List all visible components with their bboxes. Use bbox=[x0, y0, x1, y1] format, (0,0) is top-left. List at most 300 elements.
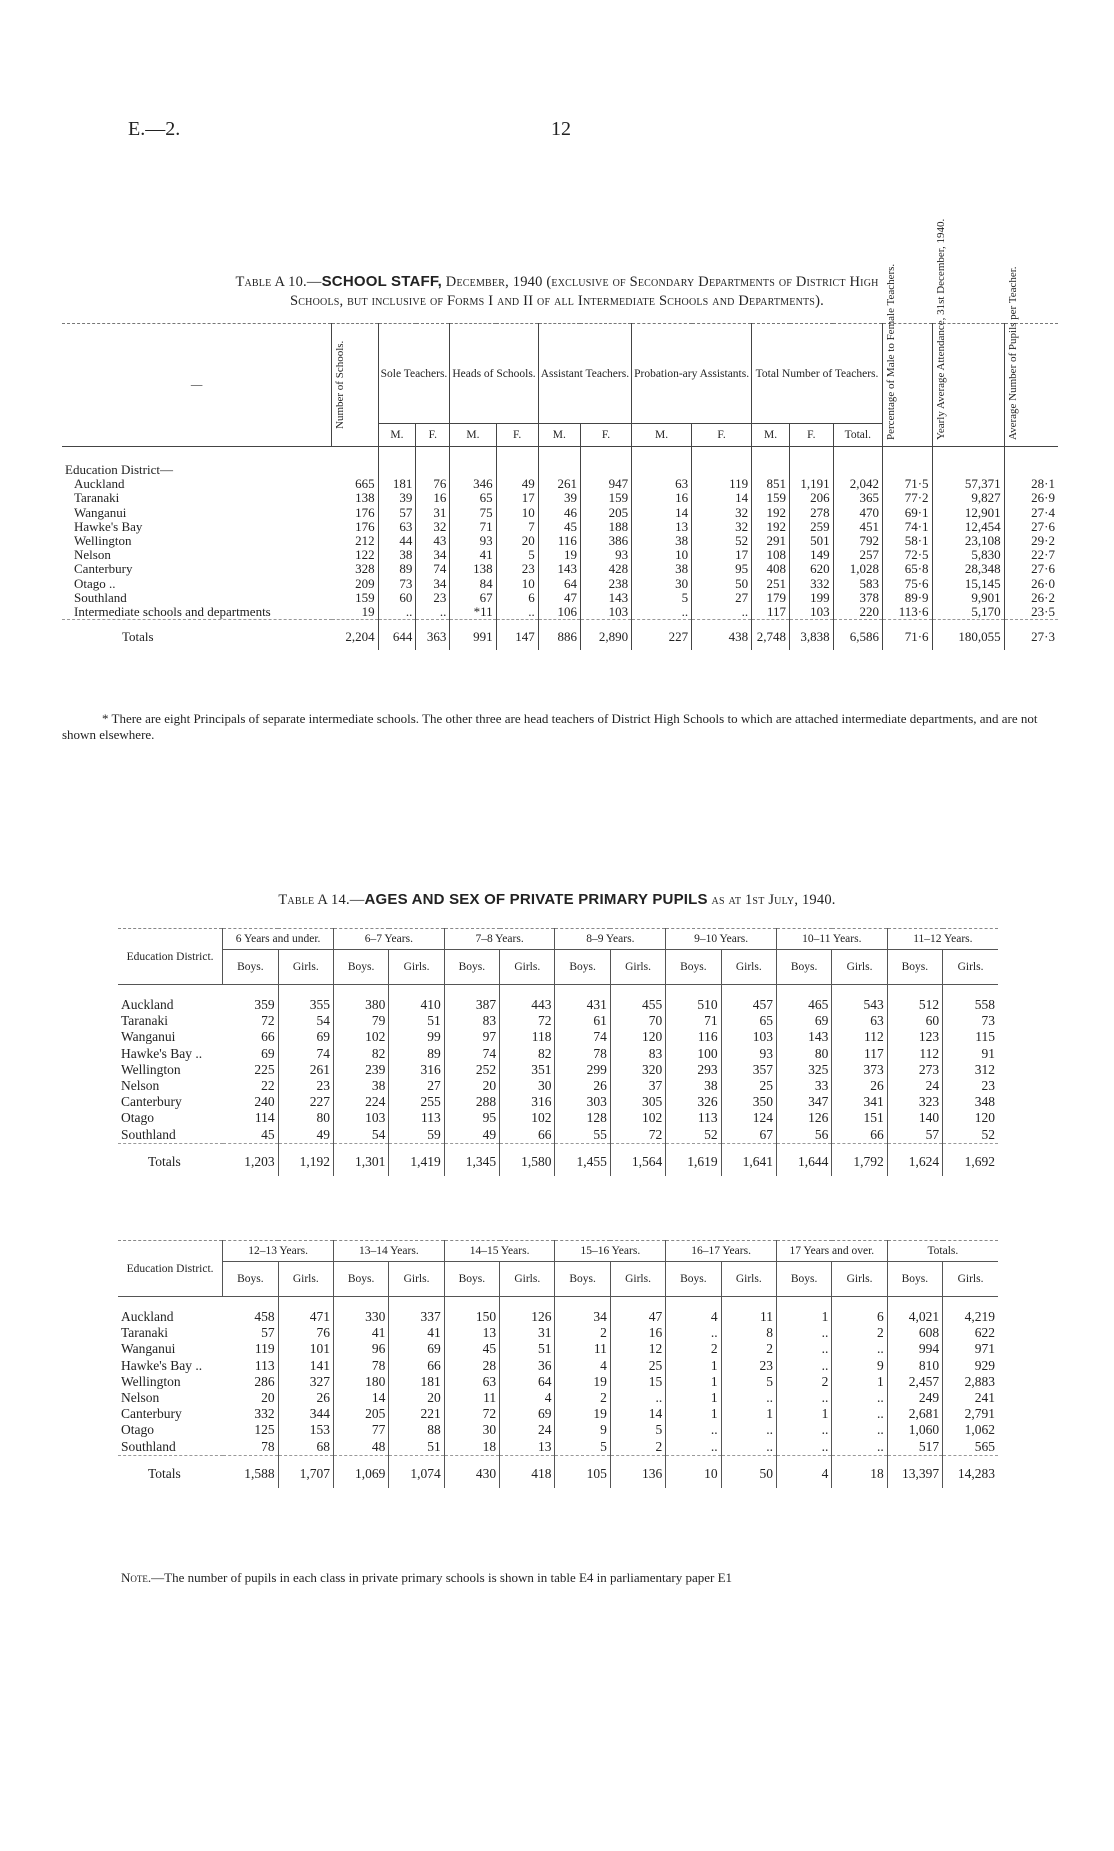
table-cell: 1 bbox=[776, 1297, 831, 1326]
table-cell: .. bbox=[832, 1406, 887, 1422]
table-cell: 57 bbox=[378, 506, 416, 520]
table-cell: 83 bbox=[444, 1013, 499, 1029]
table-cell: 455 bbox=[610, 985, 665, 1014]
table-cell: 386 bbox=[580, 534, 631, 548]
header-num-schools: Number of Schools. bbox=[332, 324, 378, 447]
row-label: Southland bbox=[121, 1126, 176, 1142]
page-header-code: E.—2. bbox=[128, 118, 181, 140]
table-row bbox=[62, 591, 1058, 605]
table-cell: 37 bbox=[610, 1078, 665, 1094]
table-cell: 443 bbox=[500, 985, 555, 1014]
row-label: Hawke's Bay bbox=[74, 518, 143, 534]
table-cell: 1 bbox=[832, 1374, 887, 1390]
table-cell: 303 bbox=[555, 1094, 610, 1110]
table-cell: 249 bbox=[887, 1390, 942, 1406]
table-cell: 257 bbox=[833, 548, 882, 562]
header-f: F. bbox=[416, 424, 450, 447]
table-cell: .. bbox=[776, 1341, 831, 1357]
table-cell: 387 bbox=[444, 985, 499, 1014]
table-cell: 205 bbox=[333, 1406, 388, 1422]
table-cell: 2 bbox=[666, 1341, 721, 1357]
table-cell: .. bbox=[666, 1325, 721, 1341]
table-cell: 26·9 bbox=[1031, 490, 1055, 506]
row-label: Southland bbox=[121, 1438, 176, 1454]
table-cell: 27·6 bbox=[1031, 561, 1055, 577]
table-cell: 6 bbox=[832, 1297, 887, 1326]
header-m: M. bbox=[538, 424, 580, 447]
row-label: Otago bbox=[121, 1422, 154, 1438]
table-cell: 57 bbox=[887, 1127, 942, 1144]
boys-header: Boys. bbox=[776, 1262, 831, 1297]
table-cell: 11 bbox=[444, 1390, 499, 1406]
table-row bbox=[118, 985, 998, 1014]
girls-header: Girls. bbox=[278, 950, 333, 985]
row-label: Wanganui bbox=[74, 504, 127, 520]
table-cell: 224 bbox=[333, 1094, 388, 1110]
table-cell: 138 bbox=[332, 491, 378, 505]
boys-header: Boys. bbox=[223, 1262, 278, 1297]
table-cell: 32 bbox=[692, 506, 752, 520]
table-cell: 1,028 bbox=[833, 562, 882, 576]
table-cell: 77·2 bbox=[882, 491, 932, 505]
table-cell: 24 bbox=[887, 1078, 942, 1094]
table-cell: 32 bbox=[416, 520, 450, 534]
boys-header: Boys. bbox=[223, 950, 278, 985]
table-cell: .. bbox=[666, 1422, 721, 1438]
table-cell: 1,345 bbox=[444, 1143, 499, 1176]
table-row bbox=[62, 506, 1058, 520]
table-cell: 49 bbox=[496, 477, 538, 491]
table-cell: .. bbox=[776, 1325, 831, 1341]
table-cell: 23,108 bbox=[932, 534, 1004, 548]
table-cell: 38 bbox=[378, 548, 416, 562]
table-cell: 58·1 bbox=[882, 534, 932, 548]
table-cell: 4 bbox=[500, 1390, 555, 1406]
header-f: F. bbox=[790, 424, 834, 447]
table-cell: 10 bbox=[666, 1455, 721, 1488]
table-cell: 117 bbox=[752, 605, 790, 620]
table-cell: 517 bbox=[887, 1439, 942, 1456]
table-cell: 1,060 bbox=[887, 1422, 942, 1438]
table-cell: 89·9 bbox=[882, 591, 932, 605]
table-cell: 69·1 bbox=[882, 506, 932, 520]
table-cell: .. bbox=[666, 1439, 721, 1456]
age-group-header: Totals. bbox=[887, 1241, 998, 1262]
header-row bbox=[118, 929, 998, 950]
table-cell: 83 bbox=[610, 1046, 665, 1062]
table-row bbox=[118, 1062, 998, 1078]
table-cell: 851 bbox=[752, 477, 790, 491]
row-label: Nelson bbox=[121, 1078, 160, 1094]
row-label: Wanganui bbox=[121, 1029, 176, 1045]
boys-header: Boys. bbox=[333, 1262, 388, 1297]
table-cell: 1,062 bbox=[964, 1422, 995, 1438]
table-cell: 410 bbox=[389, 985, 444, 1014]
table-cell: 32 bbox=[692, 520, 752, 534]
table-cell: 227 bbox=[278, 1094, 333, 1110]
table-cell: 159 bbox=[332, 591, 378, 605]
table-a14-title bbox=[52, 890, 1062, 910]
table-a14-note bbox=[121, 1570, 732, 1586]
row-label: Canterbury bbox=[74, 561, 133, 577]
table-cell: 136 bbox=[610, 1455, 665, 1488]
table-cell: 51 bbox=[500, 1341, 555, 1357]
table-cell: 2,042 bbox=[833, 477, 882, 491]
table-row bbox=[118, 1325, 998, 1341]
table-cell: 20 bbox=[444, 1078, 499, 1094]
table-cell: 261 bbox=[538, 477, 580, 491]
table-cell: 7 bbox=[496, 520, 538, 534]
table-cell: 325 bbox=[776, 1062, 831, 1078]
table-cell: 305 bbox=[610, 1094, 665, 1110]
table-cell: 72 bbox=[444, 1406, 499, 1422]
boys-header: Boys. bbox=[666, 1262, 721, 1297]
table-cell: 1,641 bbox=[721, 1143, 776, 1176]
age-group-header: 12–13 Years. bbox=[223, 1241, 334, 1262]
table-cell: 67 bbox=[450, 591, 496, 605]
table-cell: 26·0 bbox=[1031, 575, 1055, 591]
table-cell: 74·1 bbox=[882, 520, 932, 534]
table-cell: 116 bbox=[538, 534, 580, 548]
table-cell: 316 bbox=[389, 1062, 444, 1078]
table-cell: 273 bbox=[887, 1062, 942, 1078]
girls-header: Girls. bbox=[500, 950, 555, 985]
table-cell: 365 bbox=[833, 491, 882, 505]
table-cell: 212 bbox=[332, 534, 378, 548]
table-cell: 1,624 bbox=[887, 1143, 942, 1176]
table-cell: 61 bbox=[555, 1013, 610, 1029]
table-cell: 206 bbox=[790, 491, 834, 505]
table-cell: 2 bbox=[555, 1390, 610, 1406]
title-rest: as at 1st July, 1940. bbox=[707, 892, 836, 908]
table-cell: 76 bbox=[416, 477, 450, 491]
table-cell: 12,901 bbox=[932, 506, 1004, 520]
table-cell: 351 bbox=[500, 1062, 555, 1078]
table-cell: 418 bbox=[500, 1455, 555, 1488]
row-label: Canterbury bbox=[121, 1094, 182, 1110]
table-cell: 225 bbox=[223, 1062, 278, 1078]
table-cell: 26 bbox=[278, 1390, 333, 1406]
table-cell: 82 bbox=[500, 1046, 555, 1062]
row-label: Taranaki bbox=[121, 1013, 169, 1029]
table-cell: 31 bbox=[500, 1325, 555, 1341]
table-cell: 51 bbox=[389, 1439, 444, 1456]
table-cell: 192 bbox=[752, 506, 790, 520]
table-cell: 332 bbox=[223, 1406, 278, 1422]
table-cell: 24 bbox=[500, 1422, 555, 1438]
table-cell: 150 bbox=[444, 1297, 499, 1326]
district-header: Education District. bbox=[118, 929, 223, 985]
table-cell: 66 bbox=[832, 1127, 887, 1144]
table-cell: 69 bbox=[278, 1029, 333, 1045]
table-cell: 430 bbox=[444, 1455, 499, 1488]
table-cell: 102 bbox=[500, 1110, 555, 1126]
table-cell: 95 bbox=[444, 1110, 499, 1126]
table-cell: 16 bbox=[610, 1325, 665, 1341]
table-cell: 26·2 bbox=[1031, 589, 1055, 605]
table-cell: .. bbox=[776, 1422, 831, 1438]
table-row bbox=[118, 1406, 998, 1422]
table-cell: 55 bbox=[555, 1127, 610, 1144]
table-cell: 3,838 bbox=[790, 620, 834, 651]
table-cell: 347 bbox=[776, 1094, 831, 1110]
table-cell: 1 bbox=[666, 1374, 721, 1390]
table-cell: 23 bbox=[721, 1358, 776, 1374]
table-cell: 5 bbox=[610, 1422, 665, 1438]
table-cell: 17 bbox=[496, 491, 538, 505]
row-label: Totals bbox=[62, 620, 332, 651]
table-cell: 122 bbox=[332, 548, 378, 562]
table-cell: 93 bbox=[580, 548, 631, 562]
table-cell: 95 bbox=[692, 562, 752, 576]
table-cell: 252 bbox=[444, 1062, 499, 1078]
table-cell: 1,644 bbox=[776, 1143, 831, 1176]
table-cell: 69 bbox=[223, 1046, 278, 1062]
table-cell: 27·3 bbox=[1004, 620, 1058, 651]
row-label: Intermediate schools and departments bbox=[74, 604, 271, 620]
table-cell: 350 bbox=[721, 1094, 776, 1110]
table-cell: .. bbox=[610, 1390, 665, 1406]
table-cell: 73 bbox=[981, 1013, 995, 1029]
table-a10-title bbox=[52, 272, 1062, 311]
table-cell: 72 bbox=[610, 1127, 665, 1144]
table-cell: 2 bbox=[776, 1374, 831, 1390]
table-cell: 52 bbox=[666, 1127, 721, 1144]
table-cell: 16 bbox=[416, 491, 450, 505]
table-cell: 27 bbox=[692, 591, 752, 605]
table-cell: 176 bbox=[332, 506, 378, 520]
table-cell: 117 bbox=[832, 1046, 887, 1062]
table-cell: 120 bbox=[610, 1029, 665, 1045]
title-bold: SCHOOL STAFF, bbox=[321, 273, 442, 290]
table-cell: 88 bbox=[389, 1422, 444, 1438]
table-cell: 63 bbox=[832, 1013, 887, 1029]
table-cell: 78 bbox=[555, 1046, 610, 1062]
table-cell: 27·6 bbox=[1031, 518, 1055, 534]
row-label: Wellington bbox=[74, 533, 132, 549]
table-cell: 66 bbox=[223, 1029, 278, 1045]
table-cell: 116 bbox=[666, 1029, 721, 1045]
table-cell: .. bbox=[496, 605, 538, 620]
table-cell: 620 bbox=[790, 562, 834, 576]
table-cell: 341 bbox=[832, 1094, 887, 1110]
table-cell: 91 bbox=[981, 1045, 995, 1061]
table-cell: 71 bbox=[450, 520, 496, 534]
table-cell: 46 bbox=[538, 506, 580, 520]
table-cell: 99 bbox=[389, 1029, 444, 1045]
header-total: Total Number of Teachers. bbox=[752, 324, 883, 424]
table-cell: 76 bbox=[278, 1325, 333, 1341]
table-cell: 346 bbox=[450, 477, 496, 491]
table-cell: 408 bbox=[752, 562, 790, 576]
table-cell: 2 bbox=[555, 1325, 610, 1341]
table-row bbox=[118, 1358, 998, 1374]
table-cell: 1 bbox=[666, 1390, 721, 1406]
table-cell: 299 bbox=[555, 1062, 610, 1078]
table-cell: 9,901 bbox=[932, 591, 1004, 605]
table-cell: 33 bbox=[776, 1078, 831, 1094]
table-cell: 153 bbox=[278, 1422, 333, 1438]
table-cell: 10 bbox=[496, 506, 538, 520]
table-cell: 209 bbox=[332, 577, 378, 591]
table-cell: 74 bbox=[278, 1046, 333, 1062]
table-row bbox=[62, 548, 1058, 562]
table-cell: 71·6 bbox=[882, 620, 932, 651]
table-cell: 23·5 bbox=[1031, 604, 1055, 620]
district-header: Education District. bbox=[118, 1241, 223, 1297]
table-cell: 115 bbox=[975, 1029, 995, 1045]
table-cell: 470 bbox=[833, 506, 882, 520]
table-cell: 54 bbox=[278, 1013, 333, 1029]
table-cell: 71 bbox=[666, 1013, 721, 1029]
table-cell: 1,580 bbox=[500, 1143, 555, 1176]
header-m: M. bbox=[632, 424, 692, 447]
table-cell: 13 bbox=[632, 520, 692, 534]
table-cell: 255 bbox=[389, 1094, 444, 1110]
table-cell: 241 bbox=[974, 1390, 995, 1406]
table-cell: 96 bbox=[333, 1341, 388, 1357]
table-cell: 378 bbox=[833, 591, 882, 605]
table-cell: 181 bbox=[389, 1374, 444, 1390]
table-cell: 558 bbox=[974, 997, 995, 1012]
table-cell: 23 bbox=[981, 1078, 995, 1094]
table-cell: 8 bbox=[721, 1325, 776, 1341]
table-cell: 451 bbox=[833, 520, 882, 534]
table-cell: 75·6 bbox=[882, 577, 932, 591]
table-cell: 1,588 bbox=[223, 1455, 278, 1488]
girls-header: Girls. bbox=[500, 1262, 555, 1297]
table-cell: 93 bbox=[721, 1046, 776, 1062]
table-cell: .. bbox=[832, 1439, 887, 1456]
table-cell: 2,748 bbox=[752, 620, 790, 651]
table-cell: 29·2 bbox=[1031, 533, 1055, 549]
table-cell: 34 bbox=[416, 548, 450, 562]
table-cell: 10 bbox=[632, 548, 692, 562]
table-row bbox=[118, 1455, 998, 1488]
table-row bbox=[62, 620, 1058, 651]
table-cell: 23 bbox=[496, 562, 538, 576]
table-cell: 126 bbox=[500, 1297, 555, 1326]
table-cell: 316 bbox=[500, 1094, 555, 1110]
table-cell: 60 bbox=[887, 1013, 942, 1029]
table-cell: *11 bbox=[450, 605, 496, 620]
table-row bbox=[118, 1029, 998, 1045]
table-cell: 20 bbox=[496, 534, 538, 548]
table-cell: 89 bbox=[378, 562, 416, 576]
table-cell: 113 bbox=[223, 1358, 278, 1374]
table-cell: 151 bbox=[832, 1110, 887, 1126]
table-cell: 1,301 bbox=[333, 1143, 388, 1176]
table-cell: 39 bbox=[538, 491, 580, 505]
table-cell: 240 bbox=[223, 1094, 278, 1110]
table-cell: 9 bbox=[555, 1422, 610, 1438]
table-cell: 348 bbox=[974, 1094, 995, 1110]
row-label: Wellington bbox=[121, 1373, 181, 1389]
table-cell: 65·8 bbox=[882, 562, 932, 576]
table-cell: 330 bbox=[333, 1297, 388, 1326]
table-cell: .. bbox=[776, 1439, 831, 1456]
girls-header: Girls. bbox=[943, 1262, 998, 1297]
table-cell: .. bbox=[776, 1390, 831, 1406]
table-cell: 143 bbox=[776, 1029, 831, 1045]
table-cell: 72 bbox=[223, 1013, 278, 1029]
table-cell: 991 bbox=[450, 620, 496, 651]
table-row bbox=[118, 1422, 998, 1438]
table-cell: 501 bbox=[790, 534, 834, 548]
table-cell: 66 bbox=[389, 1358, 444, 1374]
header-f: F. bbox=[692, 424, 752, 447]
table-cell: 56 bbox=[776, 1127, 831, 1144]
girls-header: Girls. bbox=[832, 950, 887, 985]
table-cell: 41 bbox=[389, 1325, 444, 1341]
table-cell: 261 bbox=[278, 1062, 333, 1078]
table-cell: 2,890 bbox=[580, 620, 631, 651]
table-cell: 125 bbox=[223, 1422, 278, 1438]
table-cell: 19 bbox=[332, 605, 378, 620]
table-cell: 72·5 bbox=[882, 548, 932, 562]
table-cell: 14 bbox=[610, 1406, 665, 1422]
table-cell: 93 bbox=[450, 534, 496, 548]
table-cell: 380 bbox=[333, 985, 388, 1014]
table-row bbox=[118, 1078, 998, 1094]
table-cell: 1,192 bbox=[278, 1143, 333, 1176]
table-cell: 63 bbox=[444, 1374, 499, 1390]
table-cell: 1,792 bbox=[832, 1143, 887, 1176]
table-cell: 1,455 bbox=[555, 1143, 610, 1176]
table-cell: 1,619 bbox=[666, 1143, 721, 1176]
boys-header: Boys. bbox=[887, 1262, 942, 1297]
table-cell: 2 bbox=[832, 1325, 887, 1341]
row-label: Otago .. bbox=[74, 575, 116, 591]
row-label: Hawke's Bay .. bbox=[121, 1045, 203, 1061]
header-f: F. bbox=[580, 424, 631, 447]
row-label: Nelson bbox=[74, 547, 111, 563]
note-text: —The number of pupils in each class in private primary schools is shown in table E4 in parliamentary paper E1 bbox=[151, 1570, 733, 1585]
table-cell: 19 bbox=[555, 1374, 610, 1390]
table-cell: 4,219 bbox=[964, 1309, 995, 1324]
table-cell: 27·4 bbox=[1031, 504, 1055, 520]
table-cell: 10 bbox=[496, 577, 538, 591]
table-cell: 14 bbox=[632, 506, 692, 520]
row-label: Auckland bbox=[74, 476, 125, 492]
table-cell: 11 bbox=[555, 1341, 610, 1357]
table-row bbox=[62, 577, 1058, 591]
table-cell: 97 bbox=[444, 1029, 499, 1045]
table-row bbox=[118, 1127, 998, 1144]
table-cell: .. bbox=[692, 605, 752, 620]
table-row bbox=[62, 605, 1058, 620]
table-cell: 108 bbox=[752, 548, 790, 562]
table-cell: 38 bbox=[666, 1078, 721, 1094]
table-cell: 52 bbox=[981, 1126, 995, 1142]
table-cell: 2,681 bbox=[887, 1406, 942, 1422]
table-cell: 112 bbox=[832, 1029, 887, 1045]
age-group-header: 9–10 Years. bbox=[666, 929, 777, 950]
table-cell: 357 bbox=[721, 1062, 776, 1078]
table-cell: 77 bbox=[333, 1422, 388, 1438]
table-cell: 149 bbox=[790, 548, 834, 562]
table-cell: 510 bbox=[666, 985, 721, 1014]
table-cell: 102 bbox=[333, 1029, 388, 1045]
row-label: Taranaki bbox=[121, 1325, 169, 1341]
table-cell: 66 bbox=[500, 1127, 555, 1144]
table-cell: 9,827 bbox=[932, 491, 1004, 505]
table-cell: 147 bbox=[496, 620, 538, 651]
table-cell: 59 bbox=[389, 1127, 444, 1144]
table-cell: .. bbox=[416, 605, 450, 620]
table-cell: 220 bbox=[833, 605, 882, 620]
table-cell: 49 bbox=[444, 1127, 499, 1144]
